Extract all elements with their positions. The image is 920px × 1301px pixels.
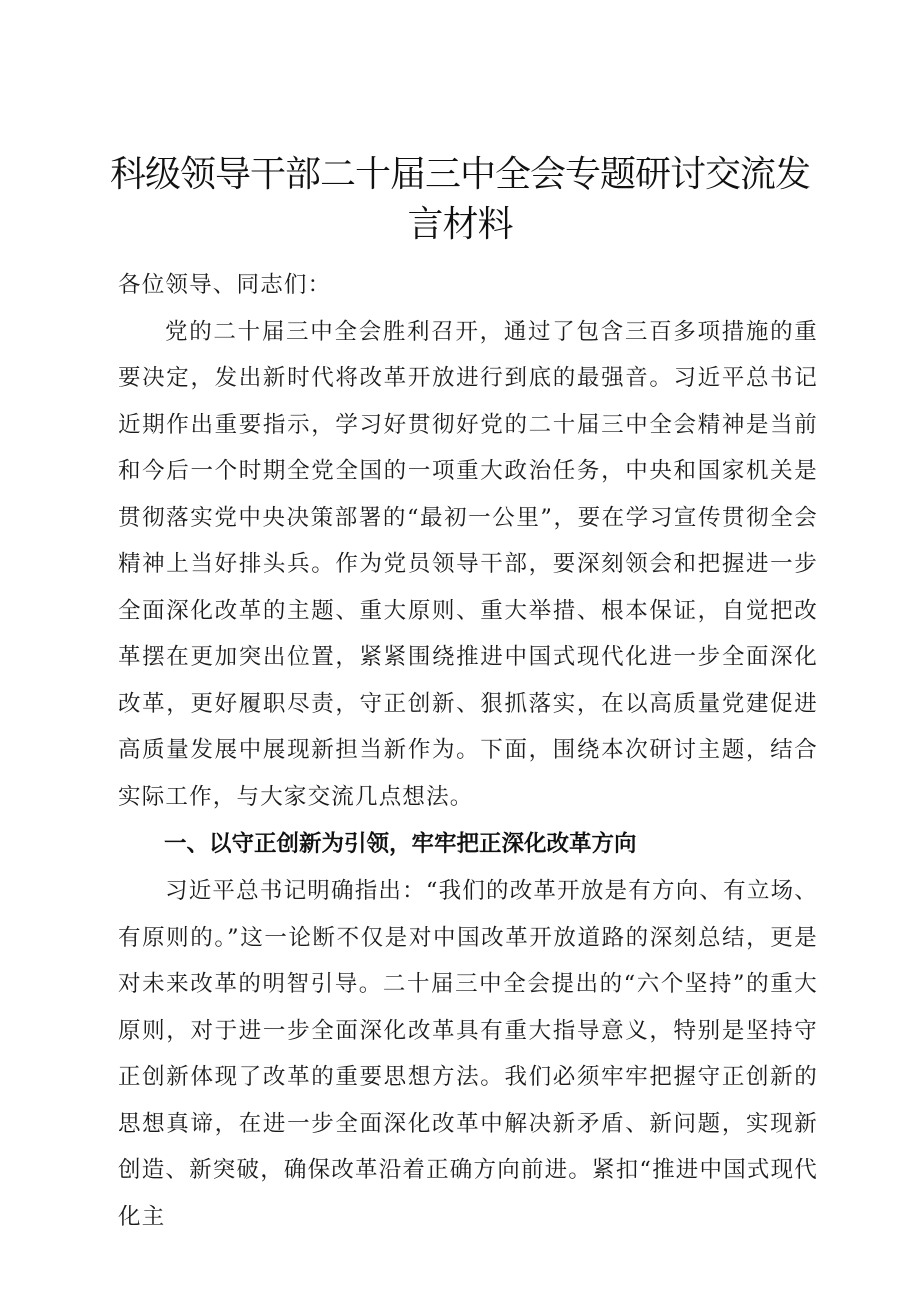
document-title: 科级领导干部二十届三中全会专题研讨交流发言材料 bbox=[110, 154, 811, 245]
salutation: 各位领导、同志们： bbox=[118, 272, 332, 298]
section-1-paragraph: 习近平总书记明确指出：“我们的改革开放是有方向、有立场、有原则的。”这一论断不仅是对中国改革开放道路的深刻总结，更是对未来改革的明智引导。二十届三中全会提出的“六个坚持”的重大原则，对于进一步全面深化改革具有重大指导意义，特别是坚持守正创新体现了改革的重要思想方法。我们必须牢牢把握守正创新的思想真谛，在进一步全面深化改革中解决新矛盾、新问题，实现新创造、新突破，确保改革沿着正确方向前进。紧扣“推进中国式现代化主 bbox=[118, 878, 819, 1230]
document-body bbox=[118, 262, 818, 1240]
intro-paragraph: 党的二十届三中全会胜利召开，通过了包含三百多项措施的重要决定，发出新时代将改革开放进行到底的最强音。习近平总书记近期作出重要指示，学习好贯彻好党的二十届三中全会精神是当前和今后一个时期全党全国的一项重大政治任务，中央和国家机关是贯彻落实党中央决策部署的“最初一公里”，要在学习宣传贯彻全会精神上当好排头兵。作为党员领导干部，要深刻领会和把握进一步全面深化改革的主题、重大原则、重大举措、根本保证，自觉把改革摆在更加突出位置，紧紧围绕推进中国式现代化进一步全面深化改革，更好履职尽责，守正创新、狠抓落实，在以高质量党建促进高质量发展中展现新担当新作为。下面，围绕本次研讨主题，结合实际工作，与大家交流几点想法。 bbox=[118, 318, 818, 810]
section-heading-1: 一、以守正创新为引领，牢牢把正深化改革方向 bbox=[164, 831, 637, 857]
